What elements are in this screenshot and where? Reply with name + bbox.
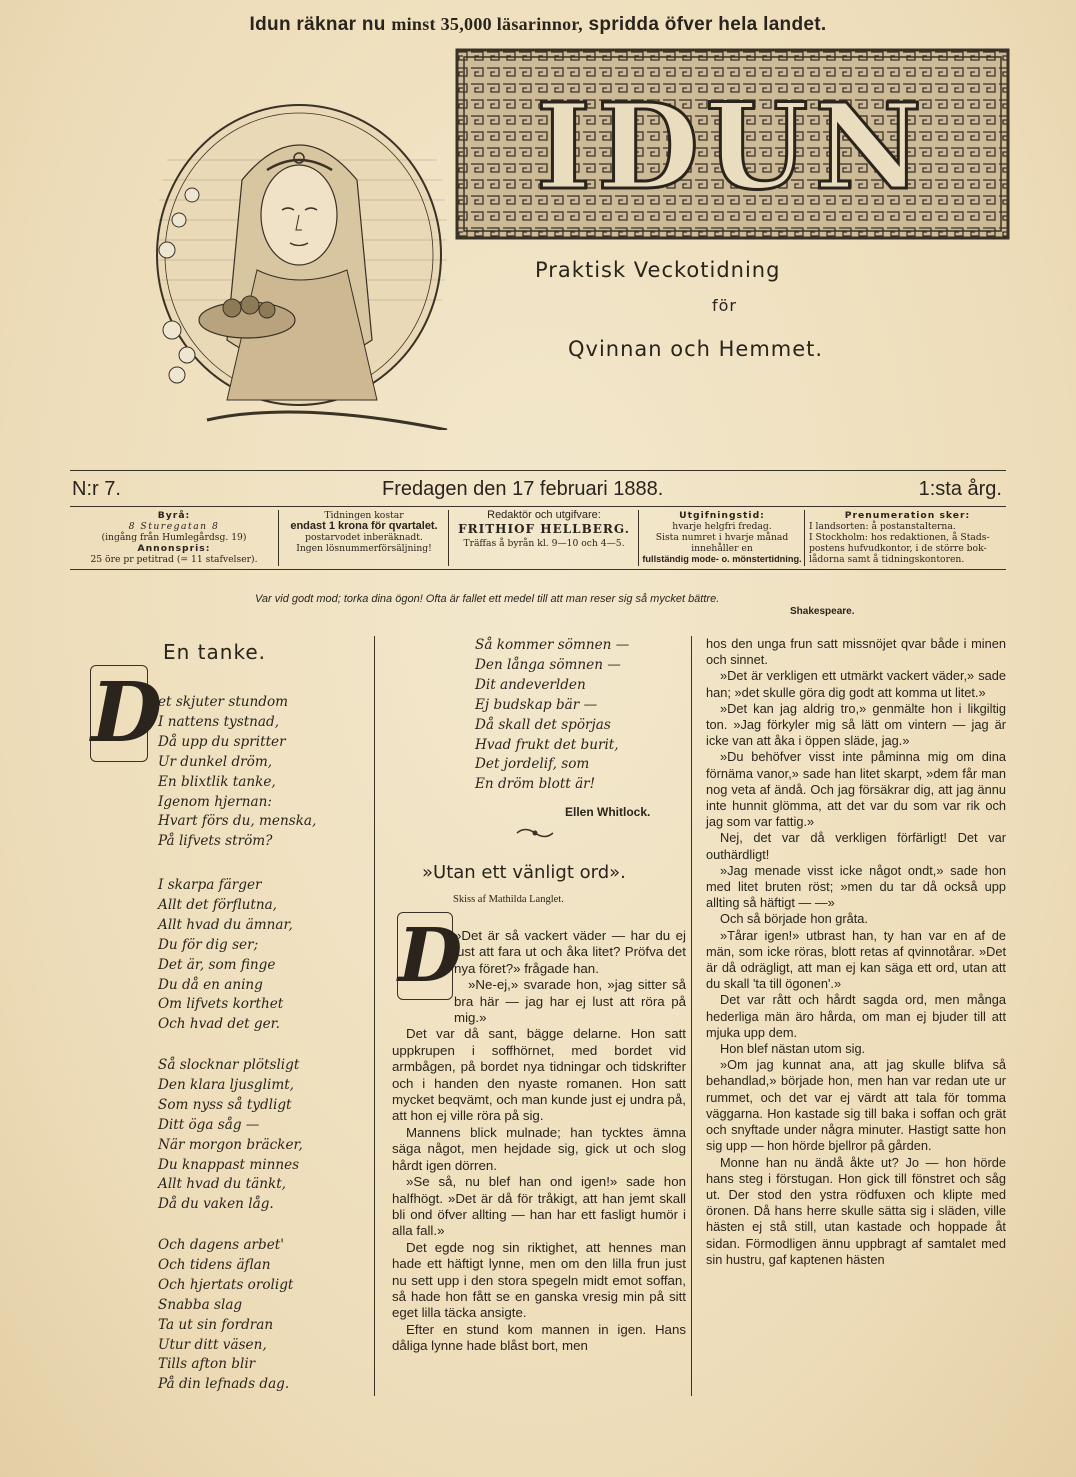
editor-box: Redaktör och utgifvare: FRITHIOF HELLBERG. Träffas å byrån kl. 9—10 och 4—5. [448, 510, 639, 566]
subtitle-line3: Qvinnan och Hemmet. [568, 337, 824, 361]
poem-drop-cap: D [91, 665, 163, 761]
story-byline: Skiss af Mathilda Langlet. [453, 894, 564, 905]
circulation-banner: Idun räknar nu minst 35,000 läsarinnor, spridda öfver hela landet. [249, 14, 827, 35]
story-title: »Utan ett vänligt ord». [422, 862, 626, 883]
subtitle-line2: för [712, 296, 737, 315]
story-column-3: hos den unga frun satt missnöjet qvar både i minen och sinnet. »Det är verkligen ett utmärkt vackert väder,» sade han; »det skulle göra dig godt att komma ut litet.» »Det kan jag aldrig tro,» genmälte hon i likgiltig ton. »Jag förkyler mig så lätt om vintern — jag är icke van att åka i öppen släde, jag.» »Du behöfver visst inte påminna mig om dina förnäma vanor,» sade han litet skarpt, »dem får man nog veta af ändå. Och jag försäkrar dig, att jag ännu inte hunnit glömma, att det var du som var rik och jag som var fattig.» Nej, det var då verkligen förfärligt! Det var outhärdligt! »Jag menade visst icke något ondt,» sade hon med litet bruten röst; »men du tar då också upp allting så häftigt — —» Och så började hon gråta. »Tårar igen!» utbrast han, ty han var en af de män, som icke röras, blott retas af qvinnotårar. »Det är då odrägligt, att man ej kan säga ett ord, utan att du skall 'ta till ögonen'.» Det var rått och hårdt sagda ord, men många hederliga män äro hårda, om man ej bjuder till att mjuka upp dem. Hon blef nästan utom sig. »Om jag kunnat ana, att jag skulle blifva så behandlad,» började hon, men han var redan ute ur rummet, och det var ej värdt att tala för tomma väggarna. Hon kastade sig till baka i soffan och grät och snyftade under några minuter. Hastigt satte hon sig upp — hon hörde bjellror på gården. Monne han nu ändå åkte ut? Jo — hon hörde hans steg i förstugan. Hon gick till fönstret och såg ut. Der stod den ystra rödfuxen och klipte med öronen. Då hans herre skulle sätta sig i släden, ville hästen ej stå still, utan kastade och hoppade åt sidan. Förmodligen ännu uppbragt af samtalet med sin hustru, gaf kaptenen hästen [706, 636, 1006, 1267]
motto-attribution: Shakespeare. [790, 606, 855, 617]
masthead-title: IDUN [535, 77, 929, 216]
story-drop-cap: D [398, 913, 463, 999]
poem-stanza-5: Så kommer sömnen — Den långa sömnen — Dit andeverlden Ej budskap bär — Då skall det spörjas Hvad frukt det burit, Det jordelif, som En dröm blott är! [475, 637, 630, 793]
poem-stanza-3: Så slocknar plötsligt Den klara ljusglimt, Som nyss så tydligt Ditt öga såg — När morgon bräcker, Du knappast minnes Allt hvad du tänkt, Då du vaken låg. [158, 1057, 303, 1213]
subtitle-line1: Praktisk Veckotidning [535, 258, 781, 282]
poem-author: Ellen Whitlock. [565, 805, 651, 819]
divider [70, 470, 1006, 471]
divider [70, 569, 1006, 570]
poem-stanza-4: Och dagens arbet' Och tidens äflan Och hjertats oroligt Snabba slag Ta ut sin fordran Utur ditt väsen, Tills afton blir På din lefnads dag. [158, 1237, 294, 1393]
info-strip [70, 508, 1006, 568]
poem-stanza-1: et skjuter stundom I nattens tystnad, Då upp du spritter Ur dunkel dröm, En blixtlik tanke, Igenom hjernan: Hvart förs du, menska, På lifvets ström? [158, 694, 317, 850]
issue-date: Fredagen den 17 februari 1888. [382, 478, 664, 500]
woman-portrait-illustration [147, 100, 452, 430]
column-rule [374, 636, 375, 1396]
office-box: Byrå: 8 Sturegatan 8 (ingång från Humlegårdsg. 19) Annonspris: 25 öre pr petitrad (= 11 stafvelser). [90, 510, 258, 565]
poem-stanza-2: I skarpa färger Allt det förflutna, Allt hvad du ämnar, Du för dig ser; Det är, som finge Du då en aning Om lifvets korthet Och hvad det ger. [158, 877, 293, 1033]
story-column-2: »Det är så vackert väder — har du ej lust att fara ut och åka litet? Pröfva det nya föret?» frågade han. »Ne-ej,» svarade hon, »jag sitter så bra här — jag har ej lust att röra på mig.» Det var då sant, bägge delarne. Hon satt uppkrupen i soffhörnet, med bordet vid armbågen, på bordet nya tidningar och tidskrifter och i handen den nyaste romanen. Hon satt mycket beqvämt, och man kunde just ej undra på, att hon ej ville röra på sig. Mannens blick mulnade; han tycktes ämna säga något, men hejdade sig, gick ut och slog hårdt igen dörren. »Se så, nu blef han ond igen!» sade hon halfhögt. »Det är då för tråkigt, att han jemt skall bli ond öfver allting — han har ett fasligt humör i alla fall.» Det egde nog sin riktighet, att hennes man hade ett häftigt lynne, men om den lilla frun just nu sett upp i den stora spegeln midt emot soffan, så hade hon fått se en ganska vresig min på sitt eget lilla täcka ansigte. Efter en stund kom mannen in igen. Hans dåliga lynne hade blåst bort, men [392, 928, 686, 1354]
column-rule [691, 636, 692, 1396]
divider [70, 506, 1006, 507]
subscription-box: Prenumeration sker: I landsorten: å postanstalterna. I Stockholm: hos redaktionen, å Stads- postens hufvudkontor, i de större bok- lådorna samt å tidningskontoren. [804, 510, 1006, 566]
volume: 1:sta årg. [918, 478, 1002, 500]
idun-masthead-logo [455, 48, 1010, 240]
poem-title: En tanke. [163, 640, 266, 664]
motto-quote: Var vid godt mod; torka dina ögon! Ofta är fallet ett medel till att man reser sig så mycket bättre. [255, 593, 720, 605]
ornament-flourish [515, 824, 555, 842]
publication-box: Utgifningstid: hvarje helgfri fredag. Sista numret i hvarje månad innehåller en fullständig mode- o. mönstertidning. [638, 510, 805, 566]
issue-number: N:r 7. [72, 478, 121, 500]
price-box: Tidningen kostar endast 1 krona för qvartalet. postarvodet inberäknadt. Ingen lösnummerförsäljning! [278, 510, 449, 566]
